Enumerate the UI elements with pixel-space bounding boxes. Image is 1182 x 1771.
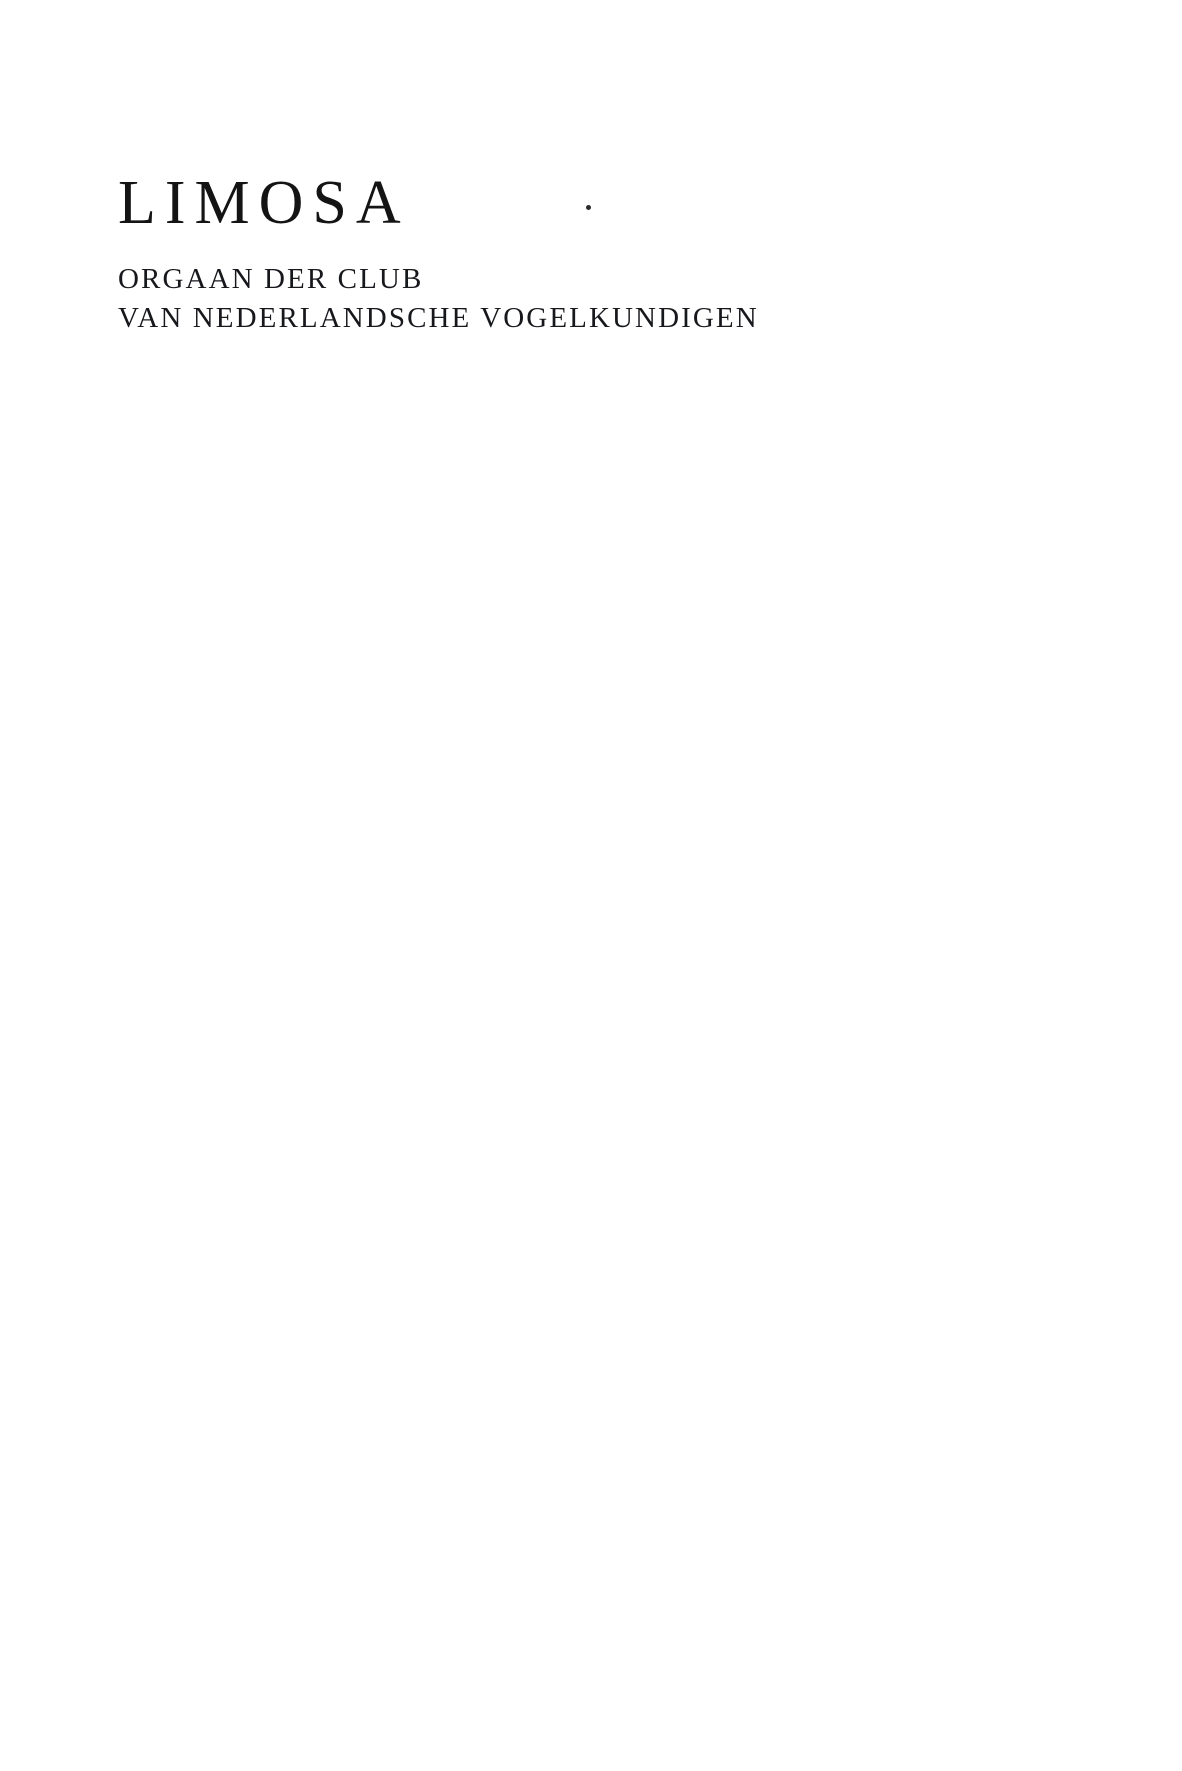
ink-speck [586, 205, 591, 210]
journal-masthead [118, 169, 998, 337]
subtitle-line-2: VAN NEDERLANDSCHE VOGELKUNDIGEN [118, 301, 759, 334]
journal-subtitle [118, 260, 998, 337]
subtitle-line-1: ORGAAN DER CLUB [118, 263, 424, 295]
page-title: LIMOSA [118, 169, 410, 237]
